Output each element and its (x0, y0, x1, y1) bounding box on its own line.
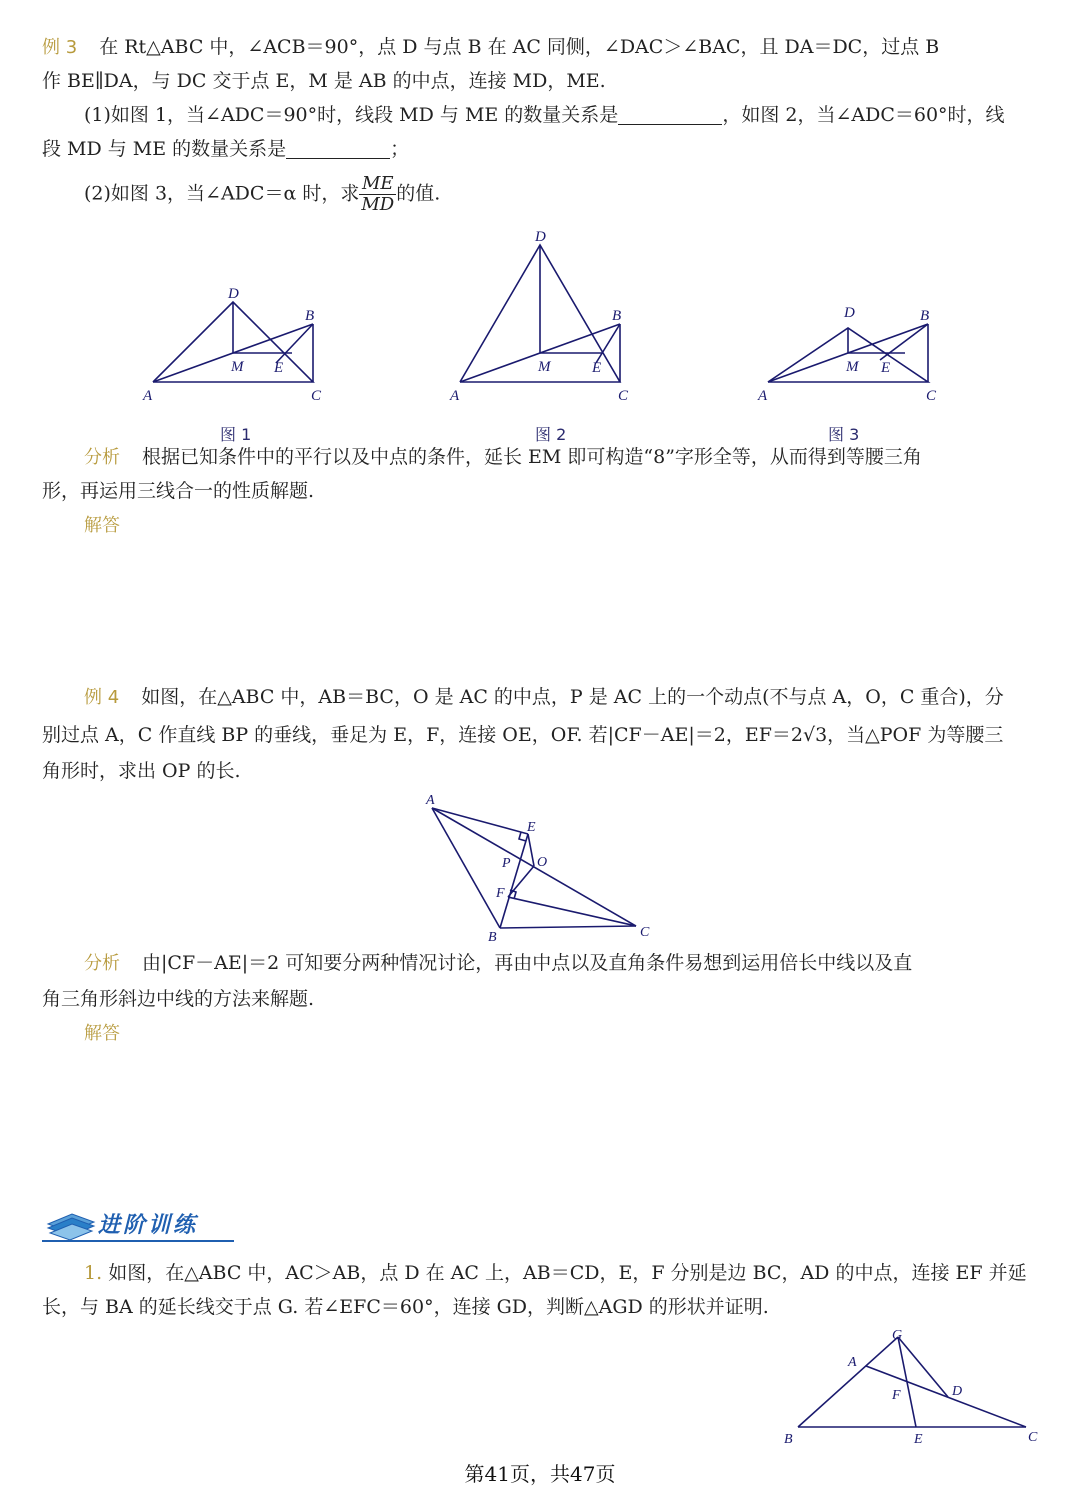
example4-line3: 角形时，求出 OP 的长. (42, 760, 241, 782)
fig5-label-f: F (892, 1388, 901, 1403)
fig3-label-a: A (758, 388, 768, 404)
example3-analysis-cont: 形，再运用三线合一的性质解题. (42, 480, 315, 502)
example3-q1-cont: 段 MD 与 ME 的数量关系是 ； (42, 138, 410, 160)
answer-blank-2[interactable] (286, 136, 390, 159)
example3-answer (42, 508, 1040, 543)
answer-tag: 解答 (84, 515, 120, 536)
example3-analysis: 分析 根据已知条件中的平行以及中点的条件，延长 EM 即可构造“8”字形全等，从而得到等腰三角 (84, 446, 922, 468)
fig4-line-bp (500, 834, 528, 928)
fig3-label-c: C (926, 388, 937, 404)
example3-tag: 例 3 (42, 37, 78, 58)
fig4-label-f: F (496, 886, 505, 901)
fig3-label-e: E (881, 360, 891, 376)
exercise1-figure (780, 1325, 1050, 1455)
fig1-label-d: D (228, 286, 239, 302)
fig3-be (880, 324, 928, 360)
fig1-label-b: B (305, 308, 315, 324)
fig1-be (276, 324, 313, 363)
analysis-tag: 分析 (84, 447, 120, 468)
fig3-label-m: M (846, 359, 859, 375)
section-title: 进阶训练 (98, 1213, 199, 1238)
exercise1-line1: 1. 如图，在△ABC 中，AC＞AB，点 D 在 AC 上，AB＝CD，E，F 分别是边 BC，AD 的中点，连接 EF 并延 (84, 1262, 1027, 1284)
fig4-oe (528, 834, 534, 866)
fraction-me-md: $\frac{ME}{MD}$ (361, 173, 395, 215)
fig2-label-e: E (592, 360, 602, 376)
example4-tag: 例 4 (84, 687, 120, 708)
example4-line2: 别过点 A，C 作直线 BP 的垂线，垂足为 E，F，连接 OE，OF. 若|CF－AE|＝2，EF＝2√3，当△POF 为等腰三 (42, 724, 1004, 746)
fig4-label-a: A (426, 793, 435, 808)
fig2-label-d: D (535, 229, 546, 245)
fig4-label-e: E (527, 820, 536, 835)
fig4-cf (508, 897, 636, 926)
fig5-line-bg (798, 1337, 898, 1427)
fig3-label-b: B (920, 308, 930, 324)
caption-fig3: 图 3 (828, 425, 860, 444)
fig4-side-ab (432, 808, 500, 928)
fig5-label-d: D (952, 1384, 963, 1399)
fig2-label-c: C (618, 388, 629, 404)
example4-analysis: 分析 由|CF－AE|＝2 可知要分两种情况讨论，再由中点以及直角条件易想到运用倍长中线以及直 (84, 952, 913, 974)
fig2-label-a: A (450, 388, 460, 404)
fig5-label-b: B (784, 1432, 793, 1447)
fig4-label-o: O (537, 855, 548, 870)
exercise1-line2: 长，与 BA 的延长线交于点 G. 若∠EFC＝60°，连接 GD，判断△AGD 的形状并证明. (42, 1296, 769, 1318)
answer-blank-1[interactable] (618, 102, 722, 125)
fig4-label-b: B (488, 930, 497, 945)
fig1-label-a: A (143, 388, 153, 404)
fig5-label-a: A (848, 1355, 857, 1370)
example3-q1: (1)如图 1，当∠ADC＝90°时，线段 MD 与 ME 的数量关系是 ，如图 2，当∠ADC＝60°时，线 (84, 104, 1005, 126)
fig2-label-m: M (538, 359, 551, 375)
fig1-label-c: C (311, 388, 322, 404)
exercise1-number: 1. (84, 1262, 103, 1284)
page-footer: 第41页，共47页 (464, 1462, 616, 1486)
fig5-line-ge (898, 1337, 916, 1427)
fig5-side-ac (866, 1366, 1026, 1427)
analysis-tag-2: 分析 (84, 953, 120, 974)
example4-line1: 例 4 如图，在△ABC 中，AB＝BC，O 是 AC 的中点，P 是 AC 上的一个动点(不与点 A，O，C 重合)，分 (84, 686, 1004, 708)
caption-fig1: 图 1 (220, 425, 252, 444)
fig4-ae (432, 808, 528, 834)
fig1-label-e: E (274, 360, 284, 376)
example3-figures (0, 220, 1080, 420)
fig2-label-b: B (612, 308, 622, 324)
example3-line2: 作 BE∥DA，与 DC 交于点 E，M 是 AB 的中点，连接 MD，ME. (42, 70, 606, 92)
fig5-label-c: C (1028, 1430, 1038, 1445)
fig5-label-g: G (892, 1328, 903, 1343)
example4-analysis-cont: 角三角形斜边中线的方法来解题. (42, 988, 315, 1010)
fig4-label-c: C (640, 925, 650, 940)
example4-answer (42, 1016, 1040, 1051)
caption-fig2: 图 2 (535, 425, 567, 444)
fig4-side-bc (500, 926, 636, 928)
fig4-label-p: P (502, 856, 511, 871)
fig4-of (508, 866, 534, 897)
fig3-label-d: D (844, 305, 855, 321)
books-icon (48, 1214, 94, 1240)
example3-q2: (2)如图 3，当∠ADC＝α 时，求 $\frac{ME}{MD}$ 的值. (84, 173, 441, 215)
answer-tag-2: 解答 (84, 1023, 120, 1044)
example4-figure (400, 790, 680, 950)
fig1-label-m: M (231, 359, 244, 375)
fig5-label-e: E (914, 1432, 923, 1447)
example3-line1: 例 3 在 Rt△ABC 中，∠ACB＝90°，点 D 与点 B 在 AC 同侧，∠DAC＞∠BAC，且 DA＝DC，过点 B (42, 36, 940, 58)
fig2-be (596, 324, 620, 363)
